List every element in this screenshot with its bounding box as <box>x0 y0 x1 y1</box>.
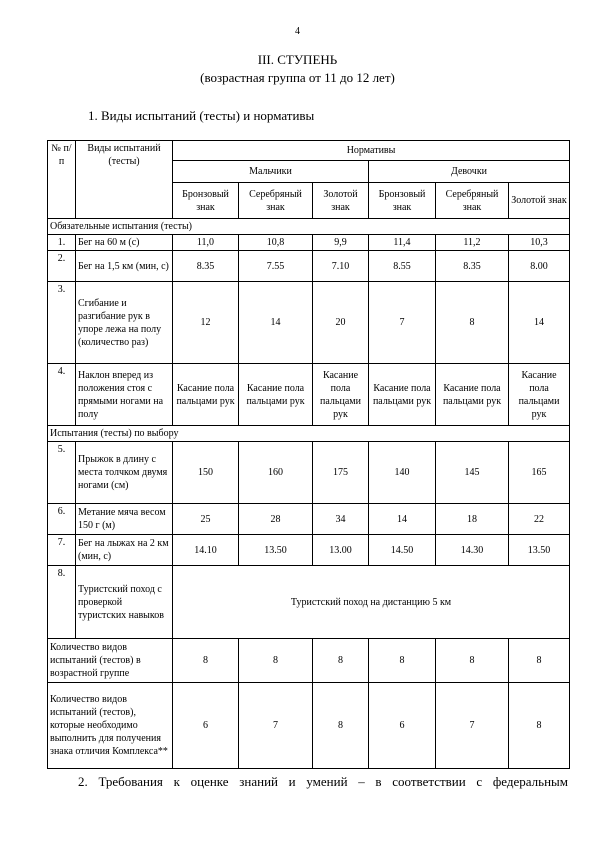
norm-cell: 14 <box>369 504 436 535</box>
count-row-label: Количество видов испытаний (тестов) в возрастной группе <box>48 639 173 683</box>
section-row-optional: Испытания (тесты) по выбору <box>48 426 570 442</box>
row-number: 1. <box>48 235 76 251</box>
header-girls: Девочки <box>369 161 570 183</box>
norm-cell: Касание пола пальцами рук <box>509 364 570 426</box>
test-name: Прыжок в длину с места толчком двумя ногами (см) <box>76 442 173 504</box>
test-name: Бег на 60 м (с) <box>76 235 173 251</box>
count-cell: 8 <box>369 639 436 683</box>
required-cell: 7 <box>239 683 313 769</box>
required-cell: 6 <box>173 683 239 769</box>
norm-cell: 8.35 <box>436 251 509 282</box>
norm-cell: 34 <box>313 504 369 535</box>
stage-title: III. СТУПЕНЬ <box>257 52 338 67</box>
norm-cell: 7 <box>369 282 436 364</box>
test-name: Бег на 1,5 км (мин, с) <box>76 251 173 282</box>
norm-cell: 165 <box>509 442 570 504</box>
header-boys: Мальчики <box>173 161 369 183</box>
norm-cell: 7.10 <box>313 251 369 282</box>
header-badge: Золотой знак <box>313 183 369 219</box>
row-number: 3. <box>48 282 76 364</box>
header-badge: Серебряный знак <box>239 183 313 219</box>
required-cell: 6 <box>369 683 436 769</box>
count-cell: 8 <box>436 639 509 683</box>
header-number: № п/п <box>48 141 76 219</box>
header-badge: Бронзовый знак <box>173 183 239 219</box>
norm-cell: Касание пола пальцами рук <box>173 364 239 426</box>
test-name: Наклон вперед из положения стоя с прямыми ногами на полу <box>76 364 173 426</box>
row-number: 4. <box>48 364 76 426</box>
norm-cell: 13.50 <box>239 535 313 566</box>
norm-cell: 25 <box>173 504 239 535</box>
norm-cell: 7.55 <box>239 251 313 282</box>
norm-cell: 8 <box>436 282 509 364</box>
norm-cell: 14.10 <box>173 535 239 566</box>
header-tests: Виды испытаний (тесты) <box>76 141 173 219</box>
header-badge: Бронзовый знак <box>369 183 436 219</box>
norm-cell: 28 <box>239 504 313 535</box>
norm-cell: 10,3 <box>509 235 570 251</box>
header-badge: Серебряный знак <box>436 183 509 219</box>
norm-cell: 14.50 <box>369 535 436 566</box>
norm-cell: 150 <box>173 442 239 504</box>
section-row-mandatory: Обязательные испытания (тесты) <box>48 219 570 235</box>
test-name: Сгибание и разгибание рук в упоре лежа на полу (количество раз) <box>76 282 173 364</box>
count-cell: 8 <box>313 639 369 683</box>
row-number: 7. <box>48 535 76 566</box>
norm-cell: 175 <box>313 442 369 504</box>
norm-cell: 14 <box>239 282 313 364</box>
test-name: Туристский поход с проверкой туристских навыков <box>76 566 173 639</box>
test-name: Метание мяча весом 150 г (м) <box>76 504 173 535</box>
requirements-paragraph: 2. Требования к оценке знаний и умений – в соответствии с федеральным <box>78 774 568 789</box>
norm-cell: 145 <box>436 442 509 504</box>
norm-cell: 160 <box>239 442 313 504</box>
norm-cell: 10,8 <box>239 235 313 251</box>
count-cell: 8 <box>239 639 313 683</box>
norm-cell: Касание пола пальцами рук <box>313 364 369 426</box>
section-heading: 1. Виды испытаний (тесты) и нормативы <box>88 108 315 123</box>
norm-cell: 18 <box>436 504 509 535</box>
norm-cell: 8.00 <box>509 251 570 282</box>
count-cell: 8 <box>173 639 239 683</box>
test-name: Бег на лыжах на 2 км (мин, с) <box>76 535 173 566</box>
norm-cell: 14.30 <box>436 535 509 566</box>
norm-cell: 11,2 <box>436 235 509 251</box>
header-badge: Золотой знак <box>509 183 570 219</box>
norm-cell: 12 <box>173 282 239 364</box>
header-norms: Нормативы <box>173 141 570 161</box>
required-cell: 7 <box>436 683 509 769</box>
row-number: 6. <box>48 504 76 535</box>
norm-cell: 13.00 <box>313 535 369 566</box>
norm-cell: 9,9 <box>313 235 369 251</box>
page-number: 4 <box>295 26 300 37</box>
norm-cell: 22 <box>509 504 570 535</box>
age-group-subtitle: (возрастная группа от 11 до 12 лет) <box>200 70 395 85</box>
norm-cell: 140 <box>369 442 436 504</box>
norms-table <box>47 140 570 769</box>
count-cell: 8 <box>509 639 570 683</box>
row-number: 8. <box>48 566 76 639</box>
norm-cell: 14 <box>509 282 570 364</box>
norm-cell: 8.55 <box>369 251 436 282</box>
row-number: 5. <box>48 442 76 504</box>
norm-cell: 13.50 <box>509 535 570 566</box>
hiking-norm-merged: Туристский поход на дистанцию 5 км <box>173 566 570 639</box>
norm-cell: Касание пола пальцами рук <box>369 364 436 426</box>
norm-cell: Касание пола пальцами рук <box>239 364 313 426</box>
required-row-label: Количество видов испытаний (тестов), которые необходимо выполнить для получения знака отличия Комплекса** <box>48 683 173 769</box>
required-cell: 8 <box>509 683 570 769</box>
required-cell: 8 <box>313 683 369 769</box>
norm-cell: 8.35 <box>173 251 239 282</box>
norm-cell: 20 <box>313 282 369 364</box>
norm-cell: 11,4 <box>369 235 436 251</box>
norm-cell: 11,0 <box>173 235 239 251</box>
row-number: 2. <box>48 251 76 282</box>
norm-cell: Касание пола пальцами рук <box>436 364 509 426</box>
